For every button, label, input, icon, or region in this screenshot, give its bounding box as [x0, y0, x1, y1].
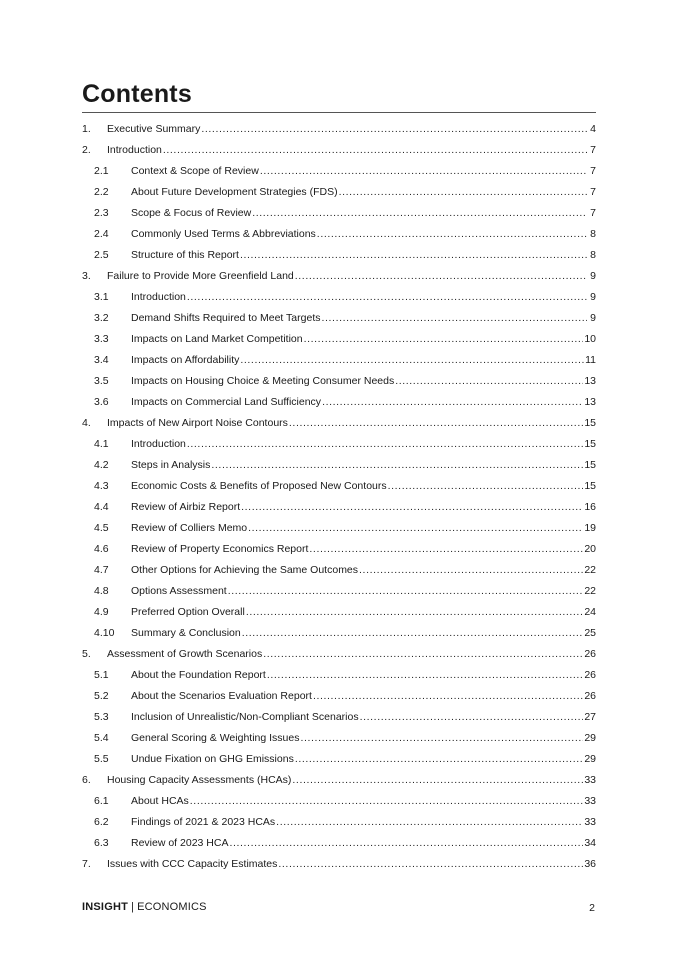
- footer-separator: |: [131, 901, 135, 913]
- toc-dot-leader: [187, 291, 587, 303]
- toc-entry-label: Impacts on Commercial Land Sufficiency: [131, 396, 322, 408]
- toc-entry-page: 8: [590, 228, 596, 240]
- toc-entry-label: About Future Development Strategies (FDS): [131, 186, 338, 198]
- toc-entry-label: Impacts of New Airport Noise Contours: [107, 417, 288, 429]
- toc-entry-label: Impacts on Affordability: [131, 354, 240, 366]
- toc-entry-number: 4.7: [94, 564, 109, 576]
- toc-entry-label: About HCAs: [131, 795, 189, 807]
- toc-entry[interactable]: [82, 306, 596, 327]
- toc-entry-page: 15: [584, 417, 596, 429]
- toc-entry-label: Context & Scope of Review: [131, 165, 259, 177]
- toc-entry[interactable]: [82, 348, 596, 369]
- toc-entry-number: 3.1: [94, 291, 109, 303]
- toc-entry-number: 5.: [82, 648, 91, 660]
- toc-entry-page: 4: [590, 123, 596, 135]
- toc-entry-number: 2.2: [94, 186, 109, 198]
- toc-dot-leader: [248, 522, 583, 534]
- toc-entry-label: General Scoring & Weighting Issues: [131, 732, 300, 744]
- toc-entry-page: 26: [584, 690, 596, 702]
- toc-entry-number: 5.5: [94, 753, 109, 765]
- toc-entry[interactable]: [82, 495, 596, 516]
- toc-entry[interactable]: [82, 243, 596, 264]
- toc-entry-number: 5.1: [94, 669, 109, 681]
- toc-dot-leader: [278, 858, 583, 870]
- toc-entry-label: Steps in Analysis: [131, 459, 211, 471]
- toc-entry-page: 9: [590, 312, 596, 324]
- toc-entry-number: 5.4: [94, 732, 109, 744]
- toc-entry-number: 2.1: [94, 165, 109, 177]
- toc-entry-label: Findings of 2021 & 2023 HCAs: [131, 816, 276, 828]
- toc-entry[interactable]: [82, 180, 596, 201]
- toc-entry-label: Impacts on Housing Choice & Meeting Consumer Needs: [131, 375, 395, 387]
- toc-dot-leader: [322, 312, 588, 324]
- toc-dot-leader: [309, 543, 583, 555]
- toc-entry-label: Preferred Option Overall: [131, 606, 245, 618]
- toc-dot-leader: [187, 438, 583, 450]
- toc-entry-page: 26: [584, 648, 596, 660]
- toc-dot-leader: [201, 123, 587, 135]
- toc-entry-page: 7: [590, 165, 596, 177]
- toc-entry-label: Summary & Conclusion: [131, 627, 241, 639]
- toc-entry-number: 5.2: [94, 690, 109, 702]
- toc-entry-number: 4.8: [94, 585, 109, 597]
- toc-entry-label: Introduction: [131, 438, 186, 450]
- toc-entry[interactable]: [82, 810, 596, 831]
- toc-entry-label: Structure of this Report: [131, 249, 239, 261]
- toc-entry[interactable]: [82, 390, 596, 411]
- toc-entry-number: 4.5: [94, 522, 109, 534]
- toc-entry-page: 29: [584, 753, 596, 765]
- toc-dot-leader: [304, 333, 584, 345]
- toc-entry-page: 7: [590, 186, 596, 198]
- toc-entry-number: 2.5: [94, 249, 109, 261]
- toc-entry-number: 3.: [82, 270, 91, 282]
- toc-entry-page: 22: [584, 564, 596, 576]
- toc-entry-page: 33: [584, 795, 596, 807]
- footer-brand-bold: INSIGHT: [82, 901, 129, 913]
- toc-entry-number: 3.2: [94, 312, 109, 324]
- toc-entry-page: 33: [584, 816, 596, 828]
- toc-entry[interactable]: [82, 684, 596, 705]
- toc-entry[interactable]: [82, 852, 596, 873]
- toc-entry[interactable]: [82, 432, 596, 453]
- toc-entry-page: 15: [584, 480, 596, 492]
- toc-dot-leader: [229, 837, 583, 849]
- toc-entry-label: Issues with CCC Capacity Estimates: [107, 858, 278, 870]
- toc-entry-page: 9: [590, 270, 596, 282]
- toc-entry[interactable]: [82, 663, 596, 684]
- toc-entry-page: 19: [584, 522, 596, 534]
- toc-entry-page: 22: [584, 585, 596, 597]
- toc-dot-leader: [313, 690, 583, 702]
- toc-entry-number: 6.: [82, 774, 91, 786]
- toc-entry-number: 4.2: [94, 459, 109, 471]
- toc-entry[interactable]: [82, 453, 596, 474]
- toc-entry-page: 15: [584, 438, 596, 450]
- toc-entry-number: 7.: [82, 858, 91, 870]
- toc-entry-number: 5.3: [94, 711, 109, 723]
- toc-entry-page: 36: [584, 858, 596, 870]
- toc-dot-leader: [292, 774, 583, 786]
- toc-entry[interactable]: [82, 159, 596, 180]
- toc-entry[interactable]: [82, 285, 596, 306]
- toc-entry[interactable]: [82, 579, 596, 600]
- table-of-contents: [82, 117, 596, 873]
- toc-dot-leader: [317, 228, 587, 240]
- toc-dot-leader: [267, 669, 583, 681]
- toc-entry[interactable]: [82, 222, 596, 243]
- toc-dot-leader: [241, 501, 583, 513]
- toc-entry[interactable]: [82, 705, 596, 726]
- page-title: Contents: [82, 80, 192, 108]
- toc-entry-label: Review of 2023 HCA: [131, 837, 229, 849]
- toc-entry-label: About the Foundation Report: [131, 669, 266, 681]
- toc-entry-label: Executive Summary: [107, 123, 201, 135]
- toc-entry-page: 34: [584, 837, 596, 849]
- toc-entry-label: Failure to Provide More Greenfield Land: [107, 270, 294, 282]
- toc-entry[interactable]: [82, 558, 596, 579]
- toc-entry[interactable]: [82, 768, 596, 789]
- toc-entry-page: 33: [584, 774, 596, 786]
- toc-entry-page: 9: [590, 291, 596, 303]
- toc-entry-label: Commonly Used Terms & Abbreviations: [131, 228, 316, 240]
- toc-entry[interactable]: [82, 369, 596, 390]
- toc-dot-leader: [190, 795, 584, 807]
- toc-dot-leader: [289, 417, 583, 429]
- toc-dot-leader: [252, 207, 587, 219]
- toc-entry-label: Introduction: [131, 291, 186, 303]
- toc-entry-number: 1.: [82, 123, 91, 135]
- toc-entry-page: 16: [584, 501, 596, 513]
- toc-entry-number: 2.: [82, 144, 91, 156]
- toc-entry-number: 4.9: [94, 606, 109, 618]
- toc-entry-label: Other Options for Achieving the Same Outcomes: [131, 564, 359, 576]
- toc-entry-label: Review of Colliers Memo: [131, 522, 248, 534]
- toc-entry-label: Housing Capacity Assessments (HCAs): [107, 774, 292, 786]
- toc-entry[interactable]: [82, 831, 596, 852]
- toc-entry-page: 7: [590, 144, 596, 156]
- toc-entry-label: Impacts on Land Market Competition: [131, 333, 303, 345]
- toc-entry-page: 13: [584, 396, 596, 408]
- toc-dot-leader: [295, 270, 587, 282]
- toc-entry-label: Review of Property Economics Report: [131, 543, 309, 555]
- footer-brand: [82, 901, 207, 913]
- toc-entry[interactable]: [82, 411, 596, 432]
- toc-entry-number: 3.3: [94, 333, 109, 345]
- toc-entry-page: 29: [584, 732, 596, 744]
- toc-dot-leader: [228, 585, 584, 597]
- toc-entry[interactable]: [82, 747, 596, 768]
- toc-dot-leader: [339, 186, 587, 198]
- toc-entry-label: Inclusion of Unrealistic/Non-Compliant Scenarios: [131, 711, 359, 723]
- toc-entry-page: 20: [584, 543, 596, 555]
- toc-entry-label: About the Scenarios Evaluation Report: [131, 690, 312, 702]
- toc-dot-leader: [295, 753, 583, 765]
- toc-dot-leader: [395, 375, 583, 387]
- toc-entry[interactable]: [82, 117, 596, 138]
- footer-brand-rest: ECONOMICS: [137, 901, 207, 913]
- toc-dot-leader: [246, 606, 584, 618]
- toc-entry-page: 15: [584, 459, 596, 471]
- toc-entry-label: Options Assessment: [131, 585, 227, 597]
- toc-entry-label: Scope & Focus of Review: [131, 207, 252, 219]
- page-number: 2: [589, 902, 595, 914]
- toc-dot-leader: [240, 249, 587, 261]
- toc-entry[interactable]: [82, 537, 596, 558]
- toc-entry-page: 8: [590, 249, 596, 261]
- toc-entry[interactable]: [82, 600, 596, 621]
- toc-entry[interactable]: [82, 642, 596, 663]
- toc-entry[interactable]: [82, 726, 596, 747]
- toc-dot-leader: [300, 732, 583, 744]
- toc-entry-label: Undue Fixation on GHG Emissions: [131, 753, 294, 765]
- toc-entry-page: 11: [585, 354, 596, 366]
- toc-entry[interactable]: [82, 789, 596, 810]
- toc-entry-number: 3.6: [94, 396, 109, 408]
- toc-entry-number: 4.: [82, 417, 91, 429]
- toc-entry-page: 13: [584, 375, 596, 387]
- toc-dot-leader: [240, 354, 584, 366]
- toc-entry-label: Introduction: [107, 144, 162, 156]
- toc-dot-leader: [276, 816, 583, 828]
- toc-entry[interactable]: [82, 474, 596, 495]
- toc-entry-number: 4.1: [94, 438, 109, 450]
- toc-entry-number: 4.4: [94, 501, 109, 513]
- toc-entry-number: 6.2: [94, 816, 109, 828]
- toc-entry-label: Assessment of Growth Scenarios: [107, 648, 263, 660]
- toc-entry-page: 27: [584, 711, 596, 723]
- toc-entry-number: 3.4: [94, 354, 109, 366]
- toc-dot-leader: [211, 459, 583, 471]
- toc-entry-page: 24: [584, 606, 596, 618]
- toc-dot-leader: [263, 648, 583, 660]
- toc-entry[interactable]: [82, 327, 596, 348]
- toc-entry-number: 6.1: [94, 795, 109, 807]
- toc-entry-page: 7: [590, 207, 596, 219]
- toc-entry-page: 25: [584, 627, 596, 639]
- toc-dot-leader: [260, 165, 587, 177]
- toc-dot-leader: [242, 627, 584, 639]
- toc-dot-leader: [163, 144, 587, 156]
- toc-dot-leader: [360, 711, 584, 723]
- toc-entry-number: 3.5: [94, 375, 109, 387]
- toc-entry-label: Economic Costs & Benefits of Proposed New Contours: [131, 480, 387, 492]
- toc-entry-label: Review of Airbiz Report: [131, 501, 241, 513]
- toc-entry-number: 6.3: [94, 837, 109, 849]
- toc-dot-leader: [322, 396, 583, 408]
- toc-entry-number: 2.4: [94, 228, 109, 240]
- toc-entry-number: 4.10: [94, 627, 115, 639]
- toc-entry-page: 26: [584, 669, 596, 681]
- toc-entry[interactable]: [82, 264, 596, 285]
- title-rule: [82, 112, 596, 113]
- toc-entry[interactable]: [82, 201, 596, 222]
- toc-entry-label: Demand Shifts Required to Meet Targets: [131, 312, 321, 324]
- toc-entry[interactable]: [82, 138, 596, 159]
- toc-entry-number: 4.3: [94, 480, 109, 492]
- toc-entry-page: 10: [584, 333, 596, 345]
- toc-dot-leader: [388, 480, 584, 492]
- toc-entry[interactable]: [82, 621, 596, 642]
- toc-entry-number: 4.6: [94, 543, 109, 555]
- toc-entry[interactable]: [82, 516, 596, 537]
- toc-entry-number: 2.3: [94, 207, 109, 219]
- toc-dot-leader: [359, 564, 583, 576]
